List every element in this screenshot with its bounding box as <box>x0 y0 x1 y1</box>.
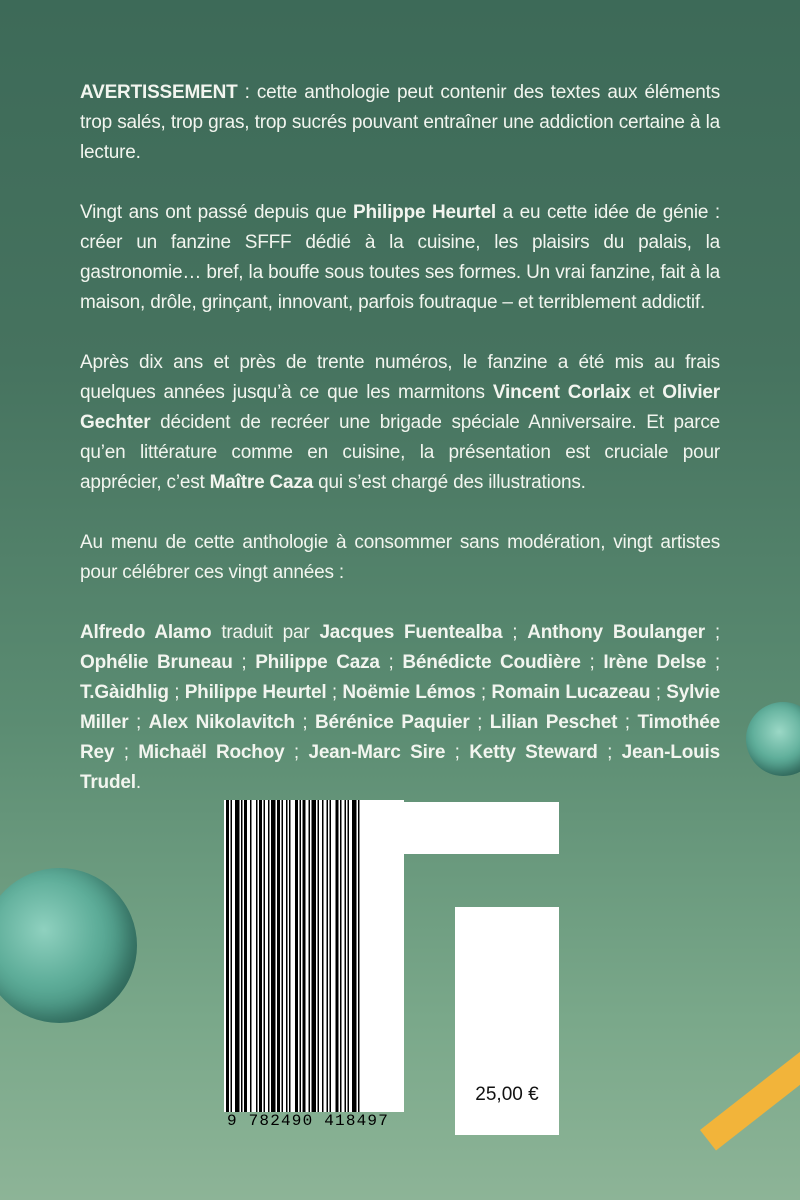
history-paragraph <box>80 348 720 498</box>
intro-text-b: a eu cette idée de génie : créer un fanzine SFFF dédié à la cuisine, les plaisirs du palais, la gastronomie… bref, la bouffe sous toutes ses formes. Un vrai fanzine, fait à la maison, drôle, grinçant, innovant, parfois foutraque – et terriblement addictif. <box>80 202 720 313</box>
illustrator-name: Maître Caza <box>209 472 314 493</box>
author-name: Timothée Rey <box>80 712 720 763</box>
author-name: Ophélie Bruneau <box>80 652 233 673</box>
barcode-bar <box>264 800 266 1112</box>
history-text-a: Après dix ans et près de trente numéros, le fanzine a été mis au frais quelques années jusqu’à ce que les marmitons <box>80 352 720 403</box>
founder-name: Philippe Heurtel <box>353 202 497 223</box>
author-name: Irène Delse <box>603 652 707 673</box>
isbn-digits: 9 782490 418497 <box>227 1112 390 1130</box>
history-text-b: et <box>630 382 663 403</box>
author-name: Jean-Marc Sire <box>308 742 446 763</box>
price-label: 25,00 € <box>475 1084 539 1105</box>
price-box-top <box>402 802 559 854</box>
barcode-bar <box>322 800 324 1112</box>
barcode-bar <box>250 800 252 1112</box>
author-name: Bérénice Paquier <box>314 712 470 733</box>
barcode-bar <box>282 800 284 1112</box>
warning-label: AVERTISSEMENT <box>80 82 238 103</box>
barcode-bar <box>336 800 339 1112</box>
barcode-bar <box>271 800 276 1112</box>
barcode-bar <box>256 800 258 1112</box>
warning-text: : cette anthologie peut contenir des textes aux éléments trop salés, trop gras, trop sucrés pouvant entraîner une addiction certaine à la lecture. <box>80 82 720 163</box>
barcode-bar <box>352 800 357 1112</box>
translated-by-text: traduit par <box>211 622 320 643</box>
author-first: Alfredo Alamo <box>80 622 212 643</box>
planet-illustration-left <box>0 868 137 1023</box>
author-name: Sylvie Miller <box>80 682 720 733</box>
barcode-bar <box>277 800 280 1112</box>
back-cover-text <box>80 78 720 828</box>
author-name: T.Gàidhlig <box>80 682 169 703</box>
planet-illustration-right <box>746 702 800 776</box>
history-text-c: décident de recréer une brigade spéciale Anniversaire. Et parce qu’en littérature comme en cuisine, la présentation est cruciale pour apprécier, c’est <box>80 412 720 493</box>
author-name: Alex Nikolavitch <box>148 712 295 733</box>
barcode-bar <box>309 800 311 1112</box>
barcode-bar <box>226 800 229 1112</box>
editor-name-2: Olivier Gechter <box>80 382 720 433</box>
barcode-bar <box>330 800 332 1112</box>
intro-paragraph <box>80 198 720 318</box>
menu-paragraph: Au menu de cette anthologie à consommer sans modération, vingt artistes pour célébrer ces vingt années : <box>80 532 720 583</box>
barcode-bar <box>268 800 270 1112</box>
barcode-bar <box>303 800 306 1112</box>
barcode-bar <box>231 800 233 1112</box>
barcode-bar <box>286 800 288 1112</box>
author-name: Bénédicte Coudière <box>402 652 581 673</box>
accent-stripe <box>700 1007 800 1151</box>
barcode-bar <box>289 800 291 1112</box>
intro-text-a: Vingt ans ont passé depuis que <box>80 202 354 223</box>
barcode-bar <box>241 800 243 1112</box>
barcode-bar <box>295 800 298 1112</box>
barcode-bar <box>235 800 240 1112</box>
author-name: Lilian Peschet <box>489 712 618 733</box>
editor-name-1: Vincent Corlaix <box>492 382 631 403</box>
barcode-bar <box>348 800 350 1112</box>
barcode-bar <box>244 800 247 1112</box>
barcode <box>224 800 404 1122</box>
author-name: Jean-Louis Trudel <box>80 742 720 793</box>
barcode-bar <box>358 800 360 1112</box>
barcode-bar <box>300 800 302 1112</box>
barcode-bar <box>340 800 342 1112</box>
barcode-bar <box>259 800 262 1112</box>
barcode-bar <box>327 800 329 1112</box>
translator-name: Jacques Fuentealba <box>319 622 503 643</box>
author-name: Philippe Caza <box>255 652 380 673</box>
author-name: Ketty Steward <box>469 742 598 763</box>
author-name: Romain Lucazeau <box>491 682 651 703</box>
author-name: Philippe Heurtel <box>184 682 327 703</box>
author-name: Michaël Rochoy <box>138 742 285 763</box>
warning-paragraph <box>80 78 720 168</box>
history-text-d: qui s’est chargé des illustrations. <box>313 472 586 493</box>
barcode-bar <box>345 800 347 1112</box>
barcode-bar <box>312 800 317 1112</box>
author-name: Anthony Boulanger <box>527 622 705 643</box>
author-name: Noëmie Lémos <box>342 682 476 703</box>
barcode-bar <box>318 800 320 1112</box>
authors-paragraph: Alfredo Alamo traduit par Jacques Fuentealba ; Anthony Boulanger ; Ophélie Bruneau ; Philippe Caza ; Bénédicte Coudière ; Irène Delse ; T.Gàidhlig ; Philippe Heurtel ; Noëmie Lémos ; Romain Lucazeau ; Sylvie Miller ; Alex Nikolavitch ; Bérénice Paquier ; Lilian Peschet ; Timothée Rey ; Michaël Rochoy ; Jean-Marc Sire ; Ketty Steward ; Jean-Louis Trudel. <box>80 622 720 793</box>
